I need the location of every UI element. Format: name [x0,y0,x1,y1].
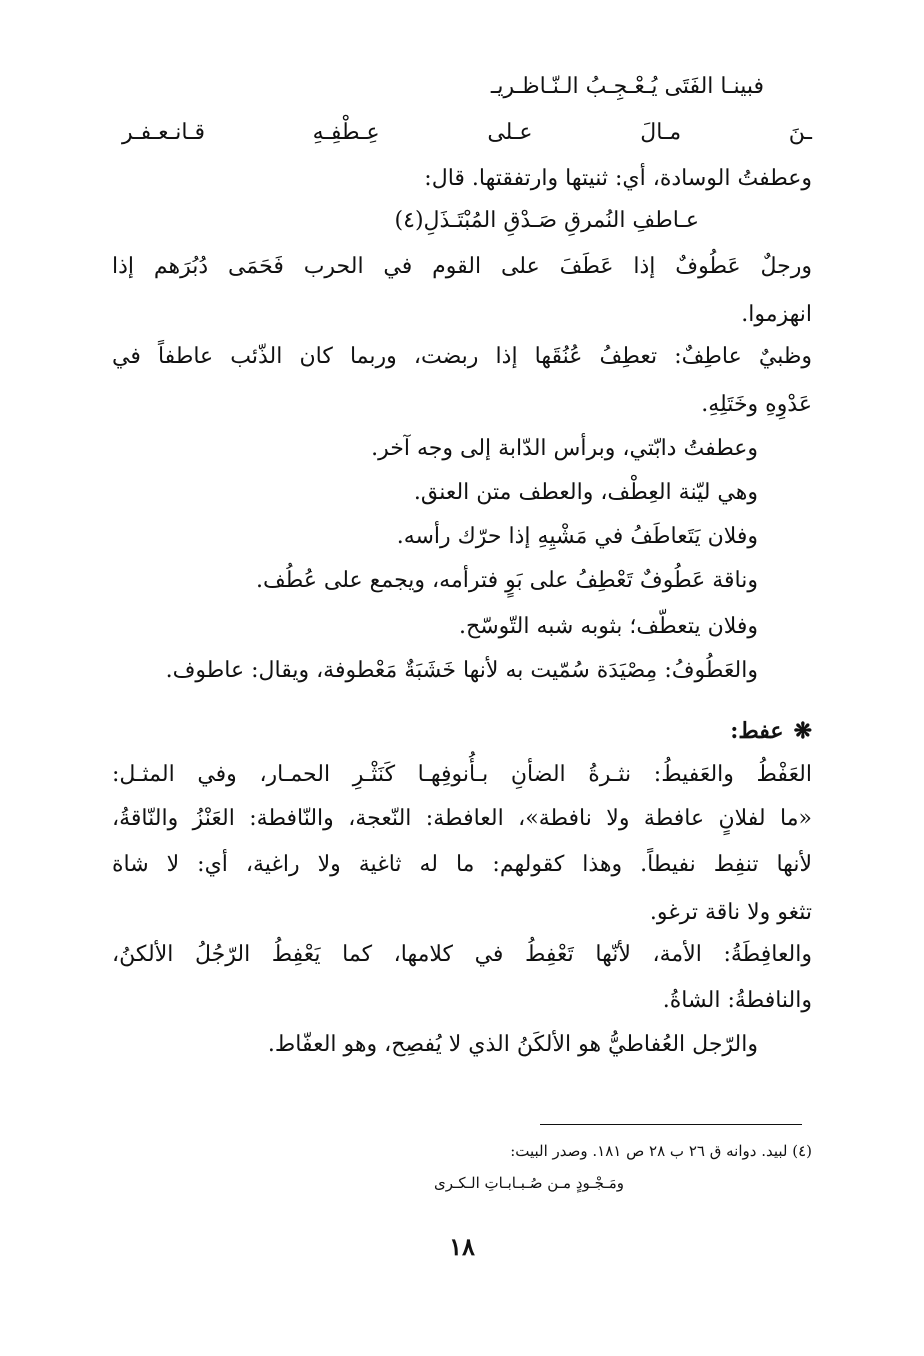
paragraph-line: والعَطُوفُ: مِصْيَدَة سُمّيت به لأنها خَشَبَةٌ مَعْطوفة، ويقال: عاطوف. [165,658,758,683]
footnote-separator [540,1124,802,1125]
paragraph-line: عَدْوِهِ وخَتَلِهِ. [701,392,812,417]
verse-line: فبينـا الفَتَى يُـعْـجِـبُ الـنّـاظـريـ [490,74,764,99]
paragraph-line: وعطفتُ الوسادة، أي: ثنيتها وارتفقتها. قال: [424,166,812,191]
paragraph-line: لأنها تنفِط نفيطاً. وهذا كقولهم: ما له ثاغية ولا راغية، أي: لا شاة [112,852,812,877]
page-number: ١٨ [449,1232,475,1261]
paragraph-line: تثغو ولا ناقة ترغو. [649,900,812,925]
paragraph-line: العَفْطُ والعَفيطُ: نثـرةُ الضأنِ بـأُنوفِهـا كَنَثْـرِ الحمـار، وفي المثـل: [112,762,812,787]
paragraph-line: ورجلٌ عَطُوفٌ إذا عَطَفَ على القوم في الحرب فَحَمَى دُبُرَهم إذا [112,254,812,279]
paragraph-line: والرّجل العُفاطيُّ هو الألكَنُ الذي لا يُفصِح، وهو العفّاط. [267,1032,758,1057]
paragraph-line: وفلان يَتَعاطَفُ في مَشْيِهِ إذا حرّك رأسه. [396,524,758,549]
entry-heading-text: عفط: [730,718,784,744]
entry-star-icon: ❋ [793,718,812,744]
footnote-verse: ومَـجْـودٍ مـن صُـبـابـاتِ الـكـرى [433,1174,624,1192]
verse-line: عـاطفِ النُمرقِ صَـدْقِ المُبْتَـذَلِ(٤) [394,208,699,233]
paragraph-line: وعطفتُ دابّتي، وبرأس الدّابة إلى وجه آخر. [371,436,758,461]
paragraph-line: والنافطةُ: الشاةُ. [662,988,812,1013]
paragraph-line: وناقة عَطُوفٌ تَعْطِفُ على بَوٍ فترأمه، ويجمع على عُطُف. [256,568,758,593]
paragraph-line: انهزموا. [741,302,812,327]
paragraph-line: وظبيٌ عاطِفٌ: تعطِفُ عُنُقَها إذا ربضت، وربما كان الذّئب عاطفاً في [112,344,812,369]
paragraph-line: «ما لفلانٍ عافطة ولا نافطة»، العافطة: النّعجة، والنّافطة: العَنْزُ والنّاقةُ، [112,806,812,831]
footnote-line: (٤) لبيد. دوانه ق ٢٦ ب ٢٨ ص ١٨١. وصدر البيت: [510,1142,812,1160]
verse-line: ـنَ مـالَ عـلى عِـطْفِـهِ قـانـعـفـر [122,120,812,145]
paragraph-line: وفلان يتعطّف؛ بثوبه شبه التّوسّح. [459,614,758,639]
paragraph-line: والعافِطَةُ: الأمة، لأنّها تَعْفِطُ في كلامها، كما يَعْفِطُ الرّجُلُ الألكنُ، [112,942,812,967]
paragraph-line: وهي ليّنة العِطْف، والعطف متن العنق. [413,480,758,505]
entry-heading [730,716,812,746]
